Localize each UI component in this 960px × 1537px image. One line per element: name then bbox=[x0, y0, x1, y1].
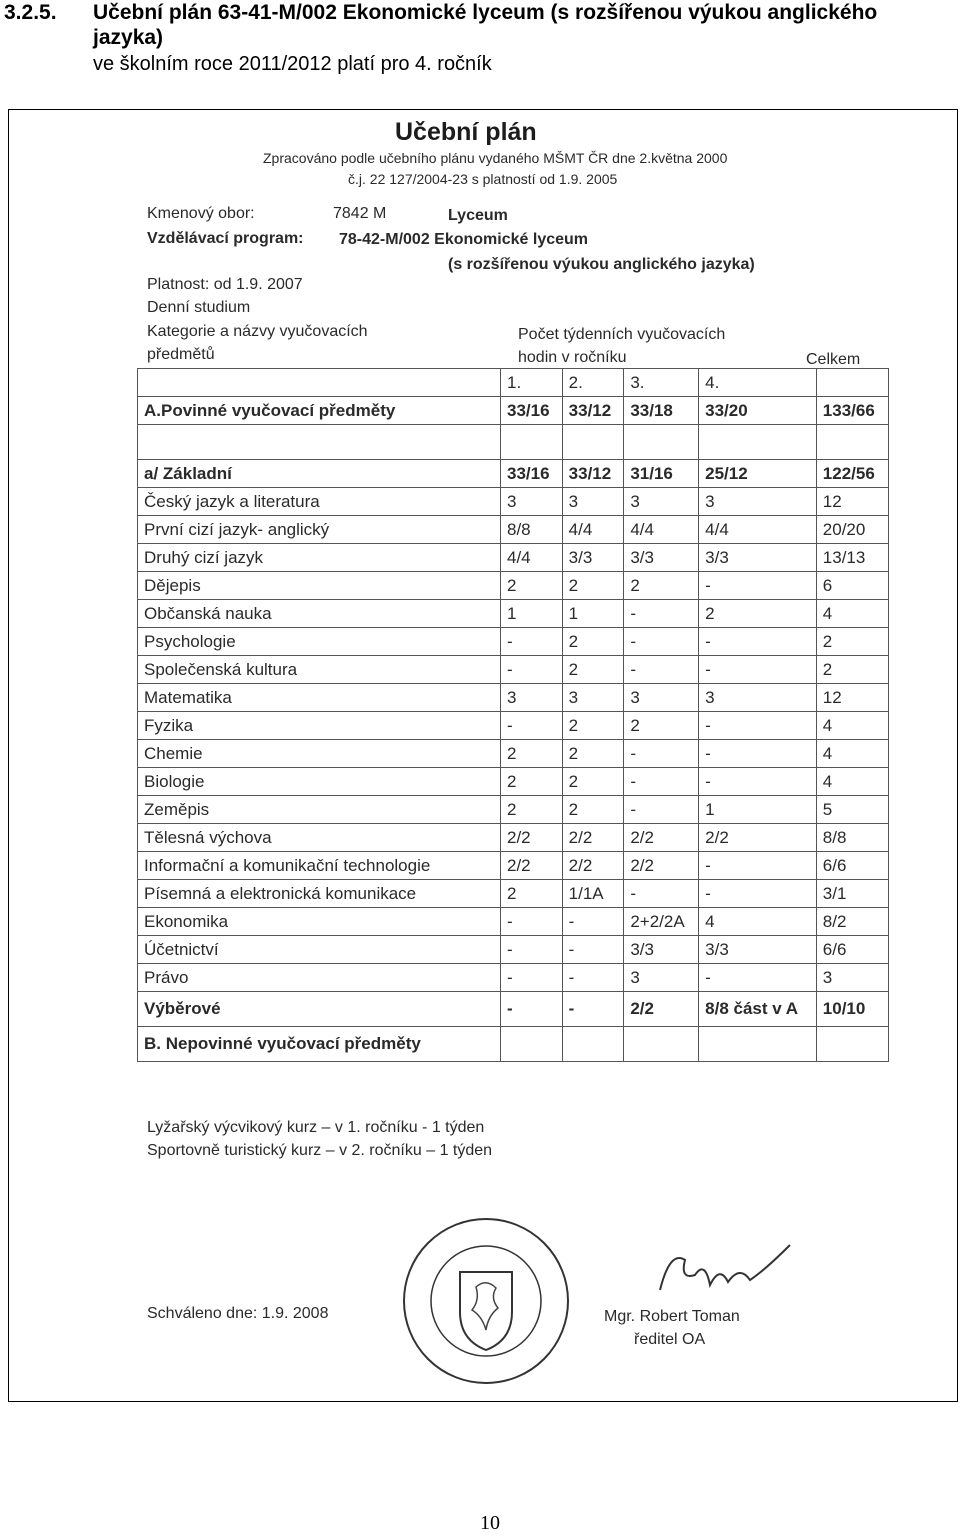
table-row bbox=[138, 516, 889, 544]
hours-cell: 1. bbox=[501, 369, 563, 397]
hours-cell: 2 bbox=[501, 740, 563, 768]
hours-cell: 6 bbox=[816, 572, 888, 600]
hours-cell: - bbox=[501, 908, 563, 936]
hours-cell: 6/6 bbox=[816, 852, 888, 880]
hours-cell: 25/12 bbox=[699, 460, 817, 488]
course-note-1: Lyžařský výcvikový kurz – v 1. ročníku - 1 týden bbox=[147, 1119, 485, 1136]
hours-cell: 4 bbox=[816, 712, 888, 740]
subject-cell: Psychologie bbox=[138, 628, 501, 656]
hours-cell: 3 bbox=[624, 964, 699, 992]
hours-cell: - bbox=[562, 992, 624, 1027]
hours-cell: 2/2 bbox=[562, 852, 624, 880]
hours-cell bbox=[816, 369, 888, 397]
hours-cell: - bbox=[699, 740, 817, 768]
hours-cell bbox=[816, 425, 888, 460]
hours-cell: 2/2 bbox=[501, 852, 563, 880]
hours-cell: - bbox=[562, 964, 624, 992]
hours-cell: 4. bbox=[699, 369, 817, 397]
hours-cell bbox=[624, 425, 699, 460]
hours-cell: 4/4 bbox=[562, 516, 624, 544]
hours-cell: - bbox=[699, 572, 817, 600]
hours-cell: 2 bbox=[624, 712, 699, 740]
hours-cell: 2 bbox=[624, 572, 699, 600]
hours-cell: 2 bbox=[562, 656, 624, 684]
table-row bbox=[138, 488, 889, 516]
celkem-label: Celkem bbox=[806, 351, 861, 368]
hours-cell: 3/3 bbox=[699, 544, 817, 572]
hours-cell: 8/8 část v A bbox=[699, 992, 817, 1027]
subject-cell: Informační a komunikační technologie bbox=[138, 852, 501, 880]
subject-cell: Matematika bbox=[138, 684, 501, 712]
hours-cell: - bbox=[501, 964, 563, 992]
kmenovy-value: 7842 M bbox=[333, 205, 387, 222]
hours-cell: 2 bbox=[501, 768, 563, 796]
hours-cell bbox=[816, 1027, 888, 1062]
hours-cell: - bbox=[562, 936, 624, 964]
hours-cell: - bbox=[699, 768, 817, 796]
hours-cell: 2/2 bbox=[562, 824, 624, 852]
subject-cell: Společenská kultura bbox=[138, 656, 501, 684]
hours-cell: 3 bbox=[562, 488, 624, 516]
hours-cell: - bbox=[562, 908, 624, 936]
table-row bbox=[138, 992, 889, 1027]
subject-cell bbox=[138, 369, 501, 397]
hours-cell: - bbox=[624, 796, 699, 824]
signer-name: Mgr. Robert Toman bbox=[604, 1308, 740, 1325]
hours-cell: 31/16 bbox=[624, 460, 699, 488]
hours-cell: 2 bbox=[562, 572, 624, 600]
hours-cell: - bbox=[624, 600, 699, 628]
hours-cell: 3/3 bbox=[562, 544, 624, 572]
hours-cell: 8/8 bbox=[816, 824, 888, 852]
hours-cell: - bbox=[699, 964, 817, 992]
subject-cell: Tělesná výchova bbox=[138, 824, 501, 852]
hours-cell: 2 bbox=[562, 628, 624, 656]
hours-cell: - bbox=[624, 880, 699, 908]
subject-cell: Právo bbox=[138, 964, 501, 992]
hours-cell: 6/6 bbox=[816, 936, 888, 964]
hours-cell: 2. bbox=[562, 369, 624, 397]
hours-cell: - bbox=[699, 880, 817, 908]
hours-cell: 3 bbox=[699, 684, 817, 712]
subject-cell: Český jazyk a literatura bbox=[138, 488, 501, 516]
hours-cell: 2 bbox=[562, 712, 624, 740]
table-row bbox=[138, 628, 889, 656]
platnost: Platnost: od 1.9. 2007 bbox=[147, 276, 303, 293]
hours-cell: 2 bbox=[816, 656, 888, 684]
hours-cell: 33/18 bbox=[624, 397, 699, 425]
hours-cell bbox=[562, 425, 624, 460]
table-row bbox=[138, 852, 889, 880]
hours-cell: 2 bbox=[699, 600, 817, 628]
hours-cell: 33/12 bbox=[562, 397, 624, 425]
document-source-line2: č.j. 22 127/2004-23 s platností od 1.9. 2005 bbox=[348, 171, 618, 187]
hours-cell: 2/2 bbox=[624, 852, 699, 880]
hours-cell bbox=[624, 1027, 699, 1062]
approval-date: Schváleno dne: 1.9. 2008 bbox=[147, 1305, 329, 1322]
hours-cell: 4 bbox=[816, 740, 888, 768]
table-row bbox=[138, 369, 889, 397]
hours-cell: 122/56 bbox=[816, 460, 888, 488]
hours-cell: 2/2 bbox=[624, 824, 699, 852]
subject-cell: Písemná a elektronická komunikace bbox=[138, 880, 501, 908]
subject-cell: První cizí jazyk- anglický bbox=[138, 516, 501, 544]
table-row bbox=[138, 1027, 889, 1062]
table-row bbox=[138, 824, 889, 852]
hours-cell: 3 bbox=[816, 964, 888, 992]
hours-cell: 2 bbox=[562, 768, 624, 796]
hours-cell: 2 bbox=[562, 796, 624, 824]
hours-cell: 1 bbox=[562, 600, 624, 628]
table-row bbox=[138, 796, 889, 824]
hours-cell: 20/20 bbox=[816, 516, 888, 544]
hours-cell: 4/4 bbox=[501, 544, 563, 572]
hours-cell: 2+2/2A bbox=[624, 908, 699, 936]
table-row bbox=[138, 880, 889, 908]
hours-cell bbox=[699, 1027, 817, 1062]
hours-cell: - bbox=[624, 740, 699, 768]
subject-cell: Druhý cizí jazyk bbox=[138, 544, 501, 572]
subject-cell bbox=[138, 425, 501, 460]
page-number: 10 bbox=[480, 1512, 500, 1534]
hours-cell: 8/8 bbox=[501, 516, 563, 544]
hours-cell: - bbox=[501, 992, 563, 1027]
hours-cell: 2 bbox=[501, 796, 563, 824]
hours-cell: - bbox=[699, 712, 817, 740]
hours-cell: 3 bbox=[501, 488, 563, 516]
section-title-line1: Učební plán 63-41-M/002 Ekonomické lyceum (s rozšířenou výukou anglického bbox=[93, 1, 878, 24]
hours-cell: 33/12 bbox=[562, 460, 624, 488]
table-row bbox=[138, 425, 889, 460]
hours-cell: 33/16 bbox=[501, 397, 563, 425]
subject-cell: Účetnictví bbox=[138, 936, 501, 964]
subject-cell: Občanská nauka bbox=[138, 600, 501, 628]
hours-cell: 4/4 bbox=[624, 516, 699, 544]
table-row bbox=[138, 768, 889, 796]
hours-cell: 133/66 bbox=[816, 397, 888, 425]
hours-cell: 4 bbox=[699, 908, 817, 936]
subject-cell: Dějepis bbox=[138, 572, 501, 600]
section-subtitle: ve školním roce 2011/2012 platí pro 4. ročník bbox=[93, 53, 492, 75]
course-note-2: Sportovně turistický kurz – v 2. ročníku – 1 týden bbox=[147, 1142, 493, 1159]
pocet-line1: Počet týdenních vyučovacích bbox=[518, 326, 726, 343]
hours-cell: 4/4 bbox=[699, 516, 817, 544]
subject-cell: Chemie bbox=[138, 740, 501, 768]
director-signature bbox=[650, 1240, 800, 1310]
table-row bbox=[138, 544, 889, 572]
table-row bbox=[138, 656, 889, 684]
hours-cell: 33/16 bbox=[501, 460, 563, 488]
section-number: 3.2.5. bbox=[4, 1, 57, 24]
table-row bbox=[138, 572, 889, 600]
program-note: (s rozšířenou výukou anglického jazyka) bbox=[448, 256, 755, 273]
hours-cell bbox=[562, 1027, 624, 1062]
pocet-line2: hodin v ročníku bbox=[518, 349, 627, 366]
hours-cell: 3 bbox=[624, 488, 699, 516]
table-row bbox=[138, 460, 889, 488]
hours-cell: 33/20 bbox=[699, 397, 817, 425]
hours-cell: - bbox=[624, 628, 699, 656]
hours-cell: 1 bbox=[501, 600, 563, 628]
kmenovy-name: Lyceum bbox=[448, 207, 508, 224]
hours-cell: 2/2 bbox=[699, 824, 817, 852]
hours-cell: 3 bbox=[624, 684, 699, 712]
program-value: 78-42-M/002 Ekonomické lyceum bbox=[339, 231, 589, 248]
section-title-line2: jazyka) bbox=[93, 26, 164, 49]
hours-cell: - bbox=[699, 656, 817, 684]
hours-cell: 3/1 bbox=[816, 880, 888, 908]
program-label: Vzdělávací program: bbox=[147, 230, 304, 247]
kategorie-line1: Kategorie a názvy vyučovacích bbox=[147, 323, 368, 340]
hours-cell: 12 bbox=[816, 488, 888, 516]
hours-cell: 2 bbox=[501, 880, 563, 908]
subject-cell: Zeměpis bbox=[138, 796, 501, 824]
hours-cell: 3 bbox=[562, 684, 624, 712]
hours-cell: 2/2 bbox=[501, 824, 563, 852]
hours-cell: - bbox=[501, 656, 563, 684]
hours-cell: 12 bbox=[816, 684, 888, 712]
hours-cell: 1/1A bbox=[562, 880, 624, 908]
hours-cell: 13/13 bbox=[816, 544, 888, 572]
hours-cell: - bbox=[624, 656, 699, 684]
hours-cell: - bbox=[501, 936, 563, 964]
subject-cell: A.Povinné vyučovací předměty bbox=[138, 397, 501, 425]
kategorie-line2: předmětů bbox=[147, 346, 215, 363]
subject-cell: Fyzika bbox=[138, 712, 501, 740]
hours-cell: 4 bbox=[816, 768, 888, 796]
hours-cell: 4 bbox=[816, 600, 888, 628]
school-stamp bbox=[400, 1212, 572, 1390]
subject-cell: Ekonomika bbox=[138, 908, 501, 936]
document-title: Učební plán bbox=[395, 118, 537, 146]
hours-cell: 3/3 bbox=[624, 544, 699, 572]
hours-cell: - bbox=[699, 852, 817, 880]
subject-cell: Biologie bbox=[138, 768, 501, 796]
hours-cell: 3. bbox=[624, 369, 699, 397]
hours-cell: 3 bbox=[501, 684, 563, 712]
hours-cell: 2 bbox=[816, 628, 888, 656]
table-row bbox=[138, 936, 889, 964]
table-row bbox=[138, 964, 889, 992]
table-row bbox=[138, 600, 889, 628]
table-row bbox=[138, 684, 889, 712]
hours-cell: 2/2 bbox=[624, 992, 699, 1027]
hours-cell: 8/2 bbox=[816, 908, 888, 936]
hours-cell: - bbox=[699, 628, 817, 656]
hours-cell: 1 bbox=[699, 796, 817, 824]
table-row bbox=[138, 908, 889, 936]
table-row bbox=[138, 397, 889, 425]
hours-cell: 5 bbox=[816, 796, 888, 824]
studium: Denní studium bbox=[147, 299, 251, 316]
subject-cell: B. Nepovinné vyučovací předměty bbox=[138, 1027, 501, 1062]
hours-cell: 2 bbox=[501, 572, 563, 600]
hours-cell: 10/10 bbox=[816, 992, 888, 1027]
table-row bbox=[138, 712, 889, 740]
subject-cell: a/ Základní bbox=[138, 460, 501, 488]
hours-cell: - bbox=[501, 628, 563, 656]
hours-cell bbox=[501, 1027, 563, 1062]
table-row bbox=[138, 740, 889, 768]
hours-cell: - bbox=[624, 768, 699, 796]
hours-cell: 3/3 bbox=[624, 936, 699, 964]
document-source-line1: Zpracováno podle učebního plánu vydaného MŠMT ČR dne 2.května 2000 bbox=[263, 150, 728, 166]
hours-cell: 2 bbox=[562, 740, 624, 768]
hours-cell: 3/3 bbox=[699, 936, 817, 964]
hours-cell bbox=[501, 425, 563, 460]
subject-cell: Výběrové bbox=[138, 992, 501, 1027]
hours-cell bbox=[699, 425, 817, 460]
hours-cell: - bbox=[501, 712, 563, 740]
kmenovy-label: Kmenový obor: bbox=[147, 205, 255, 222]
curriculum-table bbox=[137, 368, 889, 1062]
hours-cell: 3 bbox=[699, 488, 817, 516]
signer-role: ředitel OA bbox=[634, 1331, 706, 1348]
